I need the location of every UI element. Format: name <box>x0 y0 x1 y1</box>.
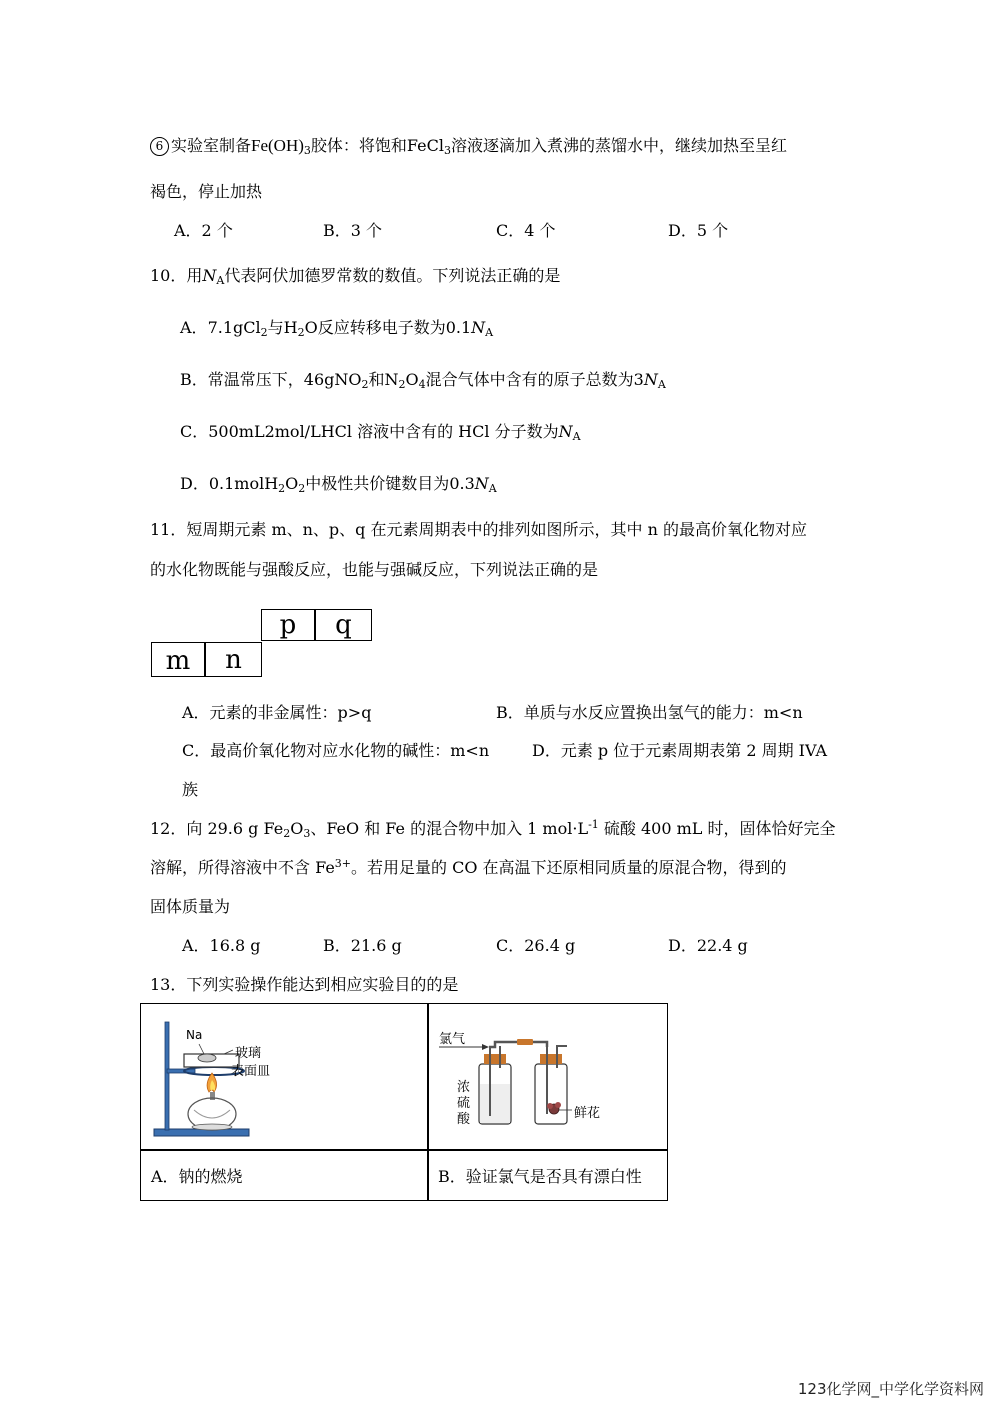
table-horizontal-divider <box>141 1149 667 1151</box>
footer-watermark: 123化学网_中学化学资料网 <box>797 1380 984 1398</box>
table-vertical-divider <box>427 1004 429 1200</box>
q10-option-b: B．常温常压下，46gNO$_2$和$N_2O_4$混合气体中含有的原子总数为$3N_A$ <box>180 370 666 391</box>
label-watch-glass: 表面皿 <box>231 1064 271 1079</box>
sodium-combustion-apparatus-figure <box>149 1014 309 1139</box>
cell-p: p <box>261 609 315 641</box>
q11-option-c: C．最高价氧化物对应水化物的碱性：m<n <box>182 741 490 760</box>
q11-option-b: B．单质与水反应置换出氢气的能力：m<n <box>496 703 803 722</box>
q11-stem-line2: 的水化物既能与强酸反应，也能与强碱反应，下列说法正确的是 <box>150 560 599 579</box>
q12-stem-line1: 12．向 29.6 g $Fe_2O_3$、FeO 和 Fe 的混合物中加入 1 $mol\cdot L^{-1}$ 硫酸 400 mL 时，固体恰好完全 <box>150 818 836 840</box>
label-flower: 鲜花 <box>574 1106 601 1121</box>
circled-number-6: 6 <box>150 137 169 156</box>
q9-item6-line2: 褐色，停止加热 <box>150 182 263 201</box>
periodic-table-fragment <box>151 609 373 677</box>
label-conc-1: 浓 <box>457 1080 471 1095</box>
q10-option-a: A．7.1gCl$_2$与$H_2O$反应转移电子数为$0.1N_A$ <box>180 318 494 339</box>
q9-option-b: B．3 个 <box>323 221 383 240</box>
cell-m: m <box>151 642 205 677</box>
cell-q: q <box>315 609 372 641</box>
q13-stem: 13．下列实验操作能达到相应实验目的的是 <box>150 975 459 994</box>
label-chlorine: 氯气 <box>439 1032 466 1047</box>
q9-option-d: D．5 个 <box>668 221 729 240</box>
label-conc-2: 硫 <box>457 1096 471 1111</box>
q10-option-c: C．500mL2mol/LHCl 溶液中含有的 HCl 分子数为$N_A$ <box>180 422 581 443</box>
q11-option-d: D．元素 p 位于元素周期表第 2 周期 IVA <box>532 741 828 760</box>
q9-item6-line1: 6 实验室制备$Fe(OH)_3$胶体：将饱和FeCl$_3$溶液逐滴加入煮沸的蒸馏水中，继续加热至呈红 <box>150 136 787 156</box>
caption-b: B．验证氯气是否具有漂白性 <box>438 1167 642 1186</box>
q12-option-a: A．16.8 g <box>182 936 261 955</box>
q11-option-d-cont: 族 <box>182 780 199 799</box>
label-glass: 玻璃 <box>235 1046 262 1061</box>
q10-stem: 10．用$N_A$代表阿伏加德罗常数的数值。下列说法正确的是 <box>150 266 561 287</box>
q11-stem-line1: 11．短周期元素 m、n、p、q 在元素周期表中的排列如图所示，其中 n 的最高价氧化物对应 <box>150 520 807 539</box>
q12-stem-line3: 固体质量为 <box>150 897 231 916</box>
caption-a: A．钠的燃烧 <box>151 1167 243 1186</box>
q10-option-d: D．$0.1molH_2O_2$中极性共价键数目为$0.3N_A$ <box>180 474 497 495</box>
q9-option-a: A．2 个 <box>174 221 233 240</box>
label-na: Na <box>186 1028 203 1042</box>
experiment-table <box>140 1003 668 1201</box>
q12-option-c: C．26.4 g <box>496 936 576 955</box>
label-conc-3: 酸 <box>457 1112 471 1127</box>
q9-option-c: C．4 个 <box>496 221 556 240</box>
q12-stem-line2: 溶解，所得溶液中不含 $Fe^{3+}$。若用足量的 CO 在高温下还原相同质量的原混合物，得到的 <box>150 857 787 877</box>
q11-option-a: A．元素的非金属性：p>q <box>182 703 372 722</box>
q12-option-b: B．21.6 g <box>323 936 402 955</box>
cell-n: n <box>205 642 262 677</box>
q12-option-d: D．22.4 g <box>668 936 748 955</box>
